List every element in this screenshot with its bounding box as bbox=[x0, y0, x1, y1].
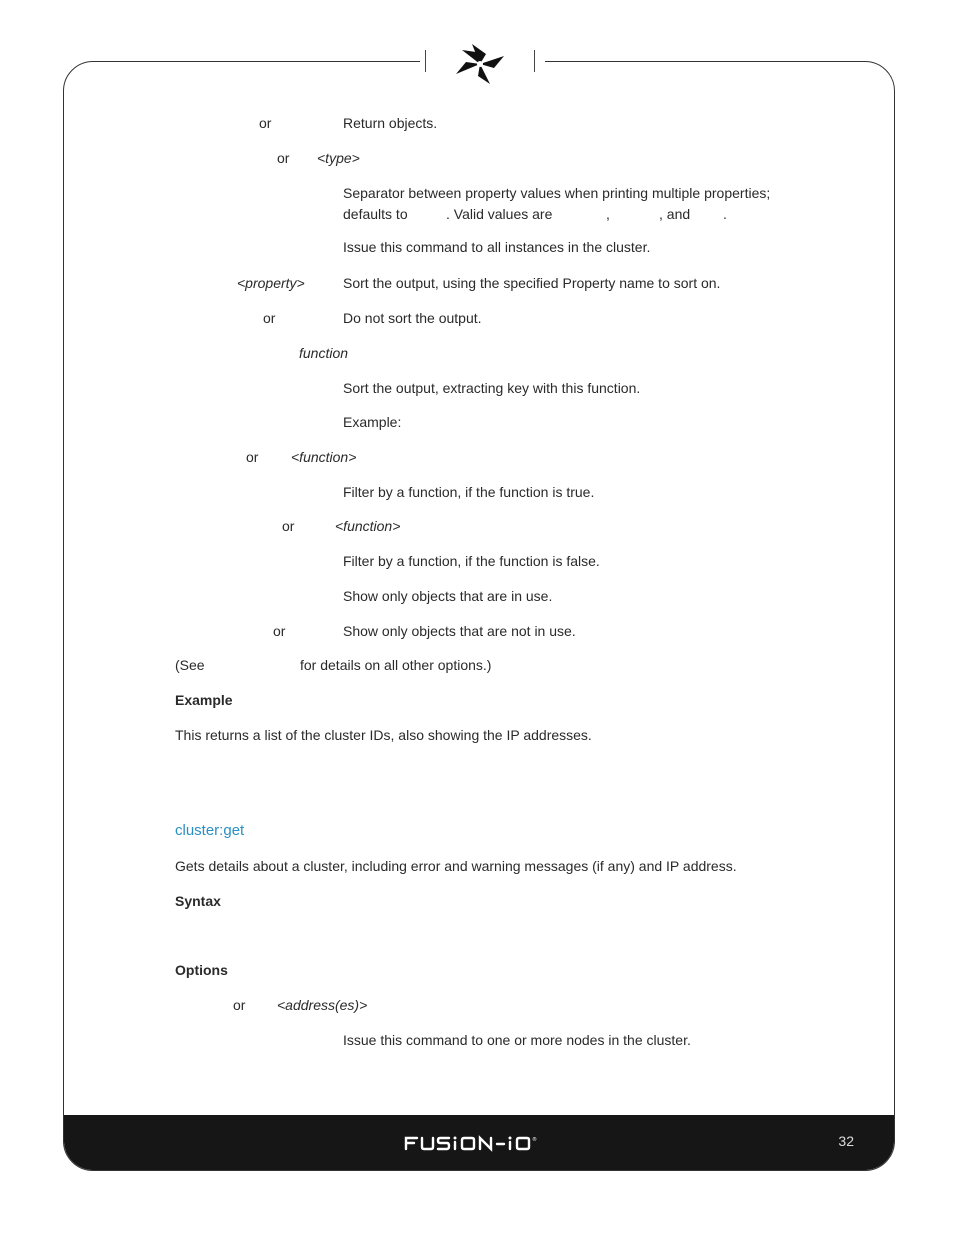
separator-period: . bbox=[723, 206, 727, 222]
addresses-param: <address(es)> bbox=[277, 997, 368, 1013]
issue-all-desc: Issue this command to all instances in the cluster. bbox=[343, 239, 651, 255]
separator-desc-1: Separator between property values when printing multiple properties; bbox=[343, 185, 771, 201]
section-heading: cluster:get bbox=[175, 822, 245, 839]
or-label: or bbox=[233, 997, 246, 1013]
separator-desc-2a: defaults to bbox=[343, 206, 408, 222]
header-tick-right bbox=[534, 50, 535, 72]
example-heading: Example bbox=[175, 692, 233, 708]
separator-desc-2b: . Valid values are bbox=[446, 206, 553, 222]
filter-false-desc: Filter by a function, if the function is false. bbox=[343, 553, 600, 569]
function-param: function bbox=[299, 345, 349, 361]
options-heading: Options bbox=[175, 962, 228, 978]
header-tick-left bbox=[425, 50, 426, 72]
return-objects-desc: Return objects. bbox=[343, 115, 438, 131]
example-text: This returns a list of the cluster IDs, also showing the IP addresses. bbox=[175, 727, 592, 743]
svg-text:®: ® bbox=[532, 1137, 537, 1143]
no-sort-desc: Do not sort the output. bbox=[343, 310, 482, 326]
not-in-use-desc: Show only objects that are not in use. bbox=[343, 623, 576, 639]
sort-key-desc: Sort the output, extracting key with this function. bbox=[343, 380, 641, 396]
page-frame bbox=[63, 61, 895, 1171]
example-label: Example: bbox=[343, 414, 402, 430]
property-param: <property> bbox=[237, 275, 305, 291]
fusion-io-star-icon bbox=[450, 40, 510, 88]
or-label: or bbox=[282, 518, 295, 534]
fusion-io-logo bbox=[404, 1133, 554, 1153]
or-label: or bbox=[263, 310, 276, 326]
function-param: <function> bbox=[335, 518, 401, 534]
separator-comma: , bbox=[606, 206, 610, 222]
separator-and: , and bbox=[659, 206, 691, 222]
or-label: or bbox=[259, 115, 272, 131]
section-description: Gets details about a cluster, including error and warning messages (if any) and IP address. bbox=[175, 858, 737, 874]
footer-bar bbox=[64, 1115, 894, 1170]
type-param: <type> bbox=[317, 150, 360, 166]
see-text-1: (See bbox=[175, 657, 205, 673]
page-number: 32 bbox=[838, 1133, 854, 1149]
sort-output-desc: Sort the output, using the specified Property name to sort on. bbox=[343, 275, 721, 291]
or-label: or bbox=[277, 150, 290, 166]
syntax-heading: Syntax bbox=[175, 893, 221, 909]
see-text-2: for details on all other options.) bbox=[300, 657, 492, 673]
or-label: or bbox=[273, 623, 286, 639]
filter-true-desc: Filter by a function, if the function is true. bbox=[343, 484, 595, 500]
or-label: or bbox=[246, 449, 259, 465]
in-use-desc: Show only objects that are in use. bbox=[343, 588, 553, 604]
function-param: <function> bbox=[291, 449, 357, 465]
issue-nodes-desc: Issue this command to one or more nodes in the cluster. bbox=[343, 1032, 691, 1048]
